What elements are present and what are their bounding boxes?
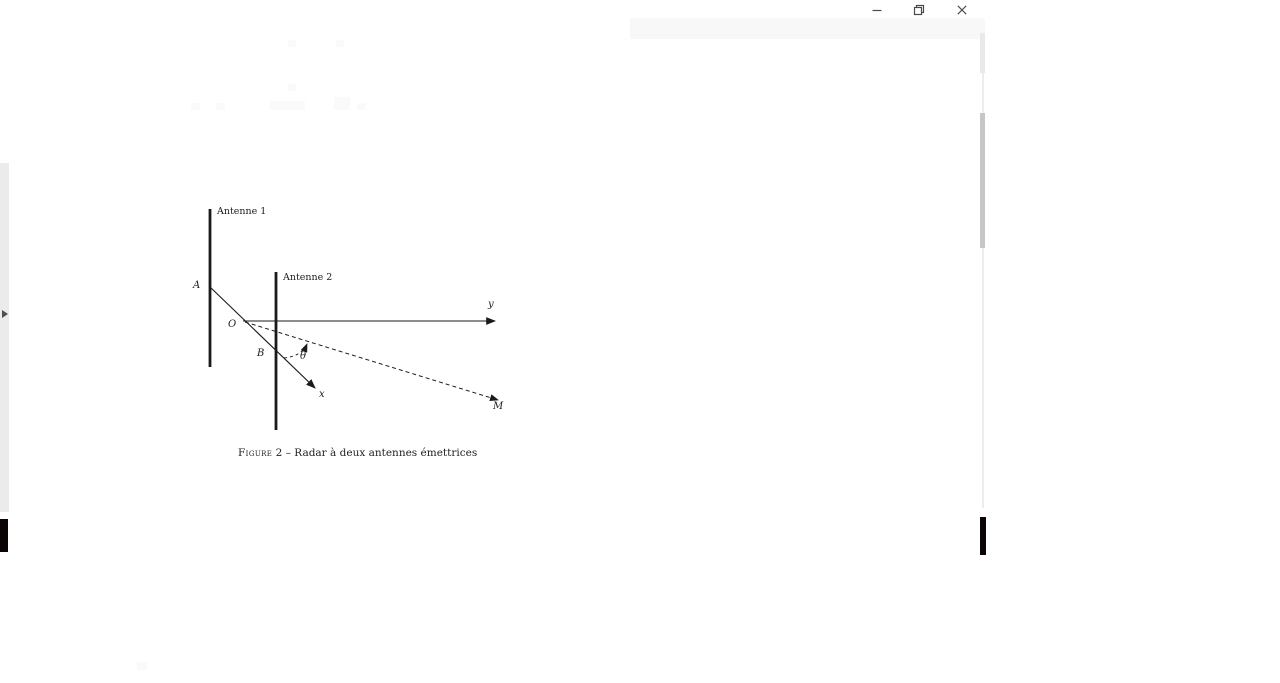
figure-caption-dash: – bbox=[285, 447, 291, 459]
minimize-button[interactable] bbox=[862, 0, 892, 20]
figure-caption-prefix: Figure bbox=[238, 447, 273, 459]
scrollbar-upper-segment[interactable] bbox=[980, 33, 985, 73]
faint-text-remnant bbox=[216, 103, 225, 110]
scrollbar-thumb[interactable] bbox=[980, 113, 985, 248]
y-axis-label: y bbox=[488, 299, 494, 310]
antenna1-label: Antenne 1 bbox=[217, 206, 267, 217]
chevron-right-icon bbox=[2, 310, 8, 318]
page-content-fragment-left bbox=[0, 519, 8, 552]
sidebar-expand-button[interactable] bbox=[0, 306, 10, 324]
antenna2-label: Antenne 2 bbox=[283, 272, 333, 283]
figure-caption-text: Radar à deux antennes émettrices bbox=[294, 447, 478, 459]
theta-label: θ bbox=[300, 351, 307, 362]
faint-text-remnant bbox=[336, 40, 344, 47]
faint-text-remnant bbox=[288, 84, 296, 91]
line-to-target-M bbox=[245, 322, 498, 400]
restore-icon bbox=[913, 4, 925, 16]
figure-caption bbox=[238, 447, 477, 459]
faint-text-remnant bbox=[288, 40, 296, 47]
faint-text-remnant bbox=[137, 662, 147, 670]
faint-text-remnant bbox=[357, 103, 366, 110]
page-content-fragment-right bbox=[980, 517, 986, 555]
window-titlebar bbox=[0, 0, 985, 18]
x-axis-line bbox=[210, 287, 315, 388]
point-b-label: B bbox=[257, 348, 265, 359]
minimize-icon bbox=[871, 4, 883, 16]
point-a-label: A bbox=[193, 280, 201, 291]
toolbar bbox=[630, 18, 985, 39]
close-icon bbox=[956, 4, 968, 16]
figure-caption-number: 2 bbox=[275, 447, 283, 459]
collapsed-sidebar bbox=[0, 163, 9, 512]
point-m-label: M bbox=[493, 401, 504, 412]
faint-text-remnant bbox=[270, 101, 305, 110]
faint-text-remnant bbox=[334, 97, 350, 110]
x-axis-label: x bbox=[319, 389, 325, 400]
point-o-label: O bbox=[228, 319, 237, 330]
scrollbar-track[interactable] bbox=[982, 33, 984, 508]
figure-diagram bbox=[150, 190, 550, 480]
restore-button[interactable] bbox=[904, 0, 934, 20]
close-button[interactable] bbox=[947, 0, 977, 20]
faint-text-remnant bbox=[191, 103, 200, 110]
